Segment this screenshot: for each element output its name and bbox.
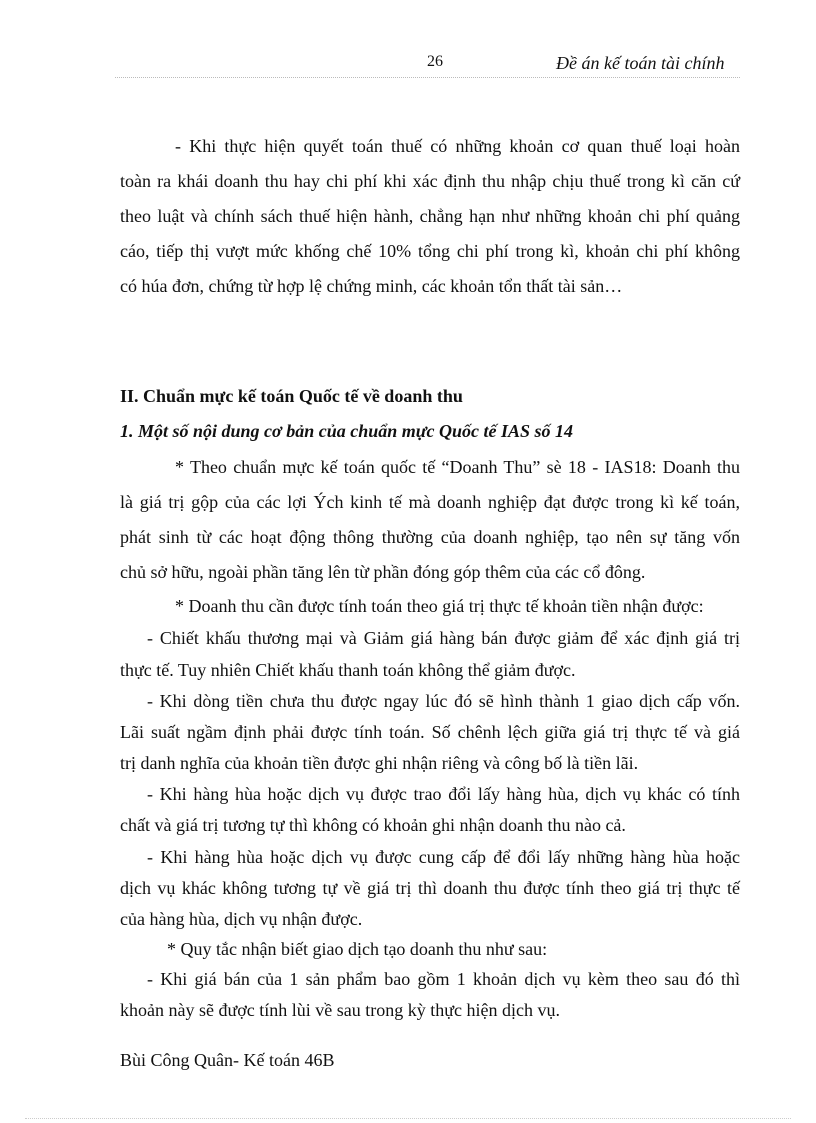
paragraph-line: Lãi suất ngầm định phải được tính toán. Số chênh lệch giữa giá trị thực tế và giá [120, 722, 740, 742]
footer-rule [25, 1118, 791, 1119]
section-heading: II. Chuẩn mực kế toán Quốc tế về doanh thu [120, 386, 463, 406]
paragraph-line: * Quy tắc nhận biết giao dịch tạo doanh thu như sau: [167, 939, 548, 959]
header-rule [115, 77, 740, 78]
list-item-line: - Khi hàng hùa hoặc dịch vụ được trao đổi lấy hàng hùa, dịch vụ khác có tính [147, 784, 740, 804]
document-title: Đề án kế toán tài chính [556, 53, 725, 73]
list-item-line: - Khi dòng tiền chưa thu được ngay lúc đó sẽ hình thành 1 giao dịch cấp vốn. [147, 691, 740, 711]
list-item-line: - Chiết khấu thương mại và Giảm giá hàng bán được giảm để xác định giá trị [147, 628, 740, 648]
list-item-line: - Khi hàng hùa hoặc dịch vụ được cung cấp để đổi lấy những hàng hùa hoặc [147, 847, 740, 867]
paragraph-line: thực tế. Tuy nhiên Chiết khấu thanh toán không thể giảm được. [120, 660, 576, 680]
paragraph-line: - Khi thực hiện quyết toán thuế có những khoản cơ quan thuế loại hoàn [175, 136, 740, 156]
paragraph-line: khoản này sẽ được tính lùi về sau trong kỳ thực hiện dịch vụ. [120, 1000, 560, 1020]
paragraph-line: phát sinh từ các hoạt động thông thường của doanh nghiệp, tạo nên sự tăng vốn [120, 527, 740, 547]
list-item-line: - Khi giá bán của 1 sản phẩm bao gồm 1 khoản dịch vụ kèm theo sau đó thì [147, 969, 740, 989]
paragraph-line: cáo, tiếp thị vượt mức khống chế 10% tổng chi phí trong kì, khoản chi phí không [120, 241, 740, 261]
page-number: 26 [427, 53, 443, 70]
paragraph-line: là giá trị gộp của các lợi Ých kinh tế mà doanh nghiệp đạt được trong kì kế toán, [120, 492, 740, 512]
paragraph-line: theo luật và chính sách thuế hiện hành, chẳng hạn như những khoản chi phí quảng [120, 206, 740, 226]
paragraph-line: chủ sở hữu, ngoài phần tăng lên từ phần đóng góp thêm của các cổ đông. [120, 562, 646, 582]
paragraph-line: có húa đơn, chứng từ hợp lệ chứng minh, các khoản tổn thất tài sản… [120, 276, 623, 296]
paragraph-line: chất và giá trị tương tự thì không có khoản ghi nhận doanh thu nào cả. [120, 815, 626, 835]
paragraph-line: * Doanh thu cần được tính toán theo giá trị thực tế khoản tiền nhận được: [175, 596, 704, 616]
paragraph-line: trị danh nghĩa của khoản tiền được ghi nhận riêng và công bố là tiền lãi. [120, 753, 639, 773]
paragraph-line: dịch vụ khác không tương tự về giá trị thì doanh thu được tính theo giá trị thực tế [120, 878, 740, 898]
paragraph-line: * Theo chuẩn mực kế toán quốc tế “Doanh Thu” sè 18 - IAS18: Doanh thu [175, 457, 740, 477]
paragraph-line: toàn ra khái doanh thu hay chi phí khi xác định thu nhập chịu thuế trong kì căn cứ [120, 171, 740, 191]
paragraph-line: của hàng hùa, dịch vụ nhận được. [120, 909, 363, 929]
footer-author: Bùi Công Quân- Kế toán 46B [120, 1050, 335, 1070]
subsection-heading: 1. Một số nội dung cơ bản của chuẩn mực Quốc tế IAS số 14 [120, 421, 574, 441]
